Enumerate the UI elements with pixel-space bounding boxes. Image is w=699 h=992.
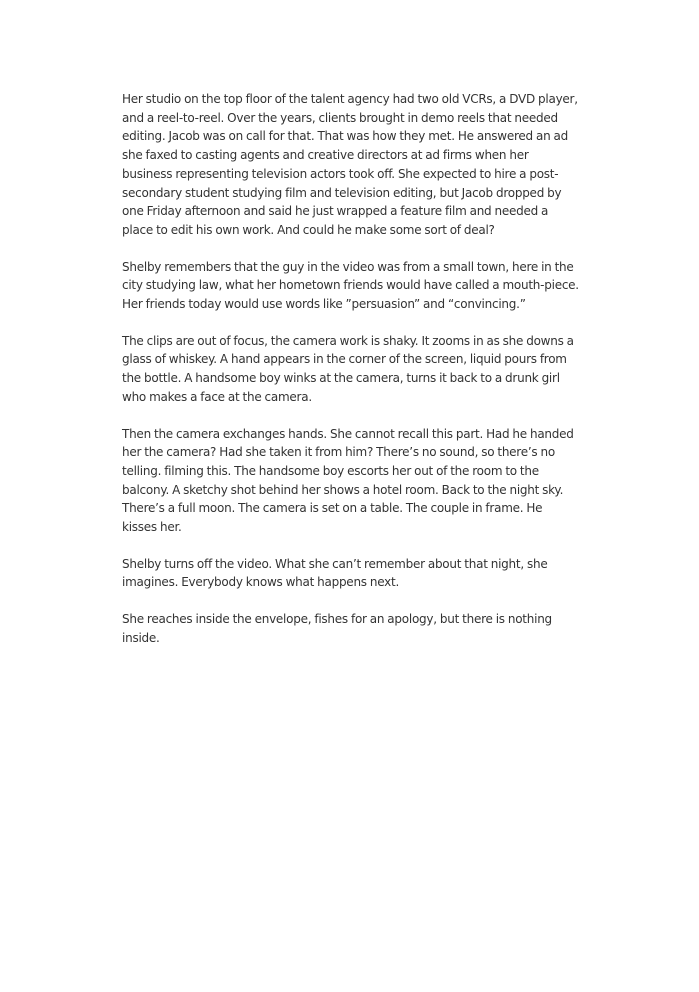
paragraph-turns-off-video: Shelby turns off the video. What she can’t remember about that night, she imagines. Everybody knows what happens next. bbox=[122, 556, 548, 590]
paragraph-camera-exchanges: Then the camera exchanges hands. She cannot recall this part. Had he handed her the camera? Had she taken it from him? There’s no sound, so there’s no telling. filming this. The handsome boy escorts her out of the room to the balcony. A sketchy shot behind her shows a hotel room. Back to the night sky. There’s a full moon. The camera is set on a table. The couple in frame. He kisses her. bbox=[122, 426, 574, 535]
body-text bbox=[122, 90, 580, 666]
paragraph-clips: The clips are out of focus, the camera work is shaky. It zooms in as she downs a glass of whiskey. A hand appears in the corner of the screen, liquid pours from the bottle. A handsome boy winks at the camera, turns it back to a drunk girl who makes a face at the camera. bbox=[122, 333, 574, 404]
paragraph-shelby-remembers: Shelby remembers that the guy in the video was from a small town, here in the city studying law, what her hometown friends would have called a mouth-piece. Her friends today would use words like ”persuasion” and “convincing.” bbox=[122, 259, 579, 312]
paragraph-envelope: She reaches inside the envelope, fishes for an apology, but there is nothing inside. bbox=[122, 612, 552, 645]
paragraph-studio: Her studio on the top floor of the talent agency had two old VCRs, a DVD player, and a reel-to-reel. Over the years, clients brought in demo reels that needed editing. Jacob was on call for that. That was how they met. He answered an ad she faxed to casting agents and creative directors at ad firms when her business representing television actors took off. She expected to hire a post-secondary student studying film and television editing, but Jacob dropped by one Friday afternoon and said he just wrapped a feature film and needed a place to edit his own work. And could he make some sort of deal? bbox=[122, 92, 578, 237]
